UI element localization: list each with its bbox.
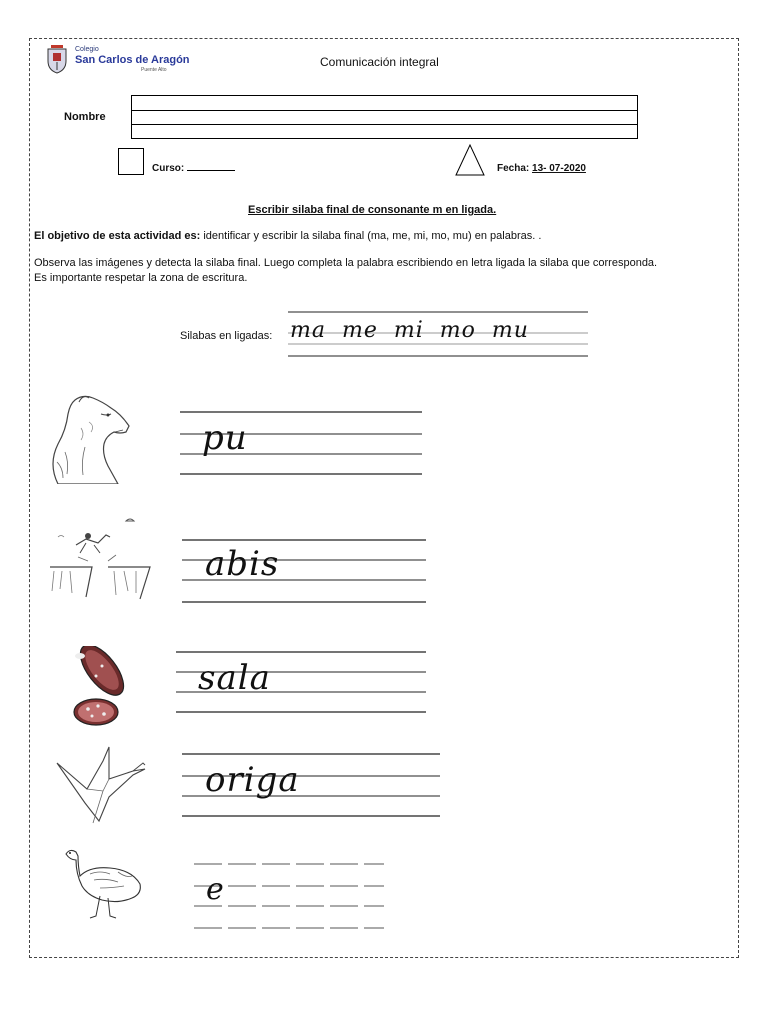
course-blank[interactable] [187,170,235,171]
triangle-shape [455,144,485,176]
origami-crane-icon [55,745,147,827]
salami-icon [68,646,146,728]
name-label: Nombre [64,111,106,123]
exercise-word-1: pu [202,418,248,458]
syllables-label: Silabas en ligadas: [180,330,273,342]
name-field[interactable] [131,95,638,139]
school-logo [45,42,195,78]
square-shape [118,148,144,175]
course-field[interactable] [152,163,235,174]
emu-icon [60,844,148,920]
date-label: Fecha: [497,163,530,174]
activity-title: Escribir silaba final de consonante m en ligada. [248,204,497,216]
logo-school-name: San Carlos de Aragón [75,54,190,66]
shield-icon [45,42,69,74]
instructions-line-1: Observa las imágenes y detecta la silaba final. Luego completa la palabra escribiendo en letra ligada la silaba que corresponda. [34,257,658,269]
exercise-word-5: e [206,872,225,907]
exercise-word-2: abis [205,544,280,584]
logo-small-text: Colegio [75,46,99,53]
instructions [34,256,739,286]
course-label: Curso: [152,163,185,174]
objective-text: identificar y escribir la silaba final (ma, me, mi, mo, mu) en palabras. . [203,230,542,242]
date-field [497,163,586,174]
objective-label: El objetivo de esta actividad es: [34,230,201,242]
logo-location: Puente Alto [141,67,167,73]
exercise-word-4: origa [205,760,300,800]
subject-title: Comunicación integral [320,55,439,69]
date-value: 13- 07-2020 [532,163,586,174]
objective [34,230,734,242]
puma-icon [45,392,135,484]
abyss-jump-icon [48,515,153,607]
exercise-word-3: sala [198,658,271,698]
cursive-syllables: ma me mi mo mu [290,318,529,343]
instructions-line-2: Es importante respetar la zona de escritura. [34,272,248,284]
